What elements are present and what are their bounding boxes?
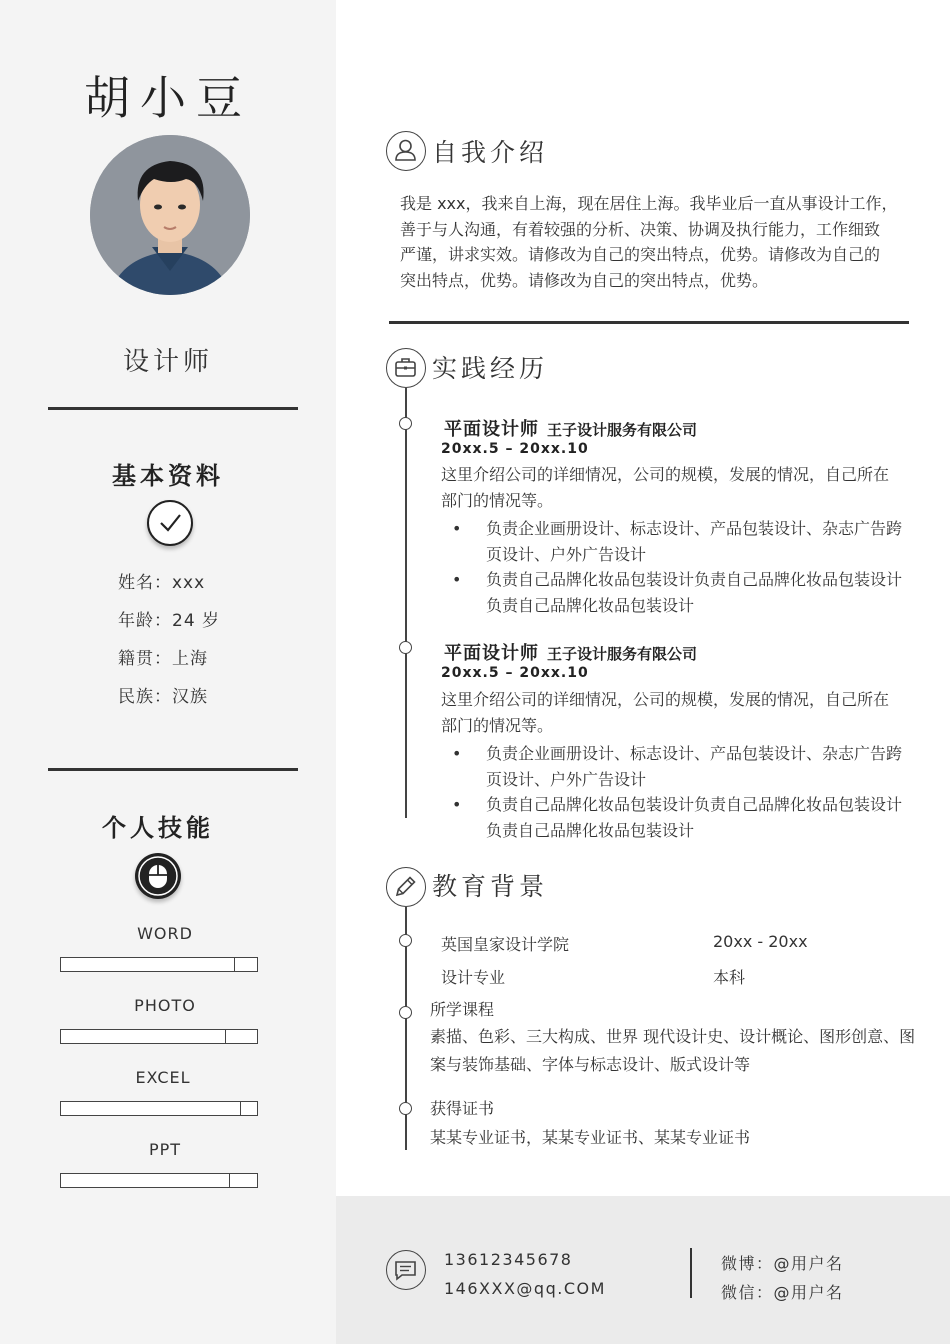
job-bullet-line: • 负责自己品牌化妆品包装设计负责自己品牌化妆品包装设计	[486, 795, 903, 814]
briefcase-icon	[386, 348, 426, 388]
job-bullet-line: • 负责企业画册设计、标志设计、产品包装设计、杂志广告跨	[486, 744, 903, 763]
job-bullet-line: • 负责自己品牌化妆品包装设计负责自己品牌化妆品包装设计	[486, 570, 903, 589]
job-description	[441, 687, 916, 738]
skills-heading: 个人技能	[102, 814, 214, 842]
section-divider	[389, 321, 909, 324]
experience-title: 实践经历	[432, 354, 549, 383]
pencil-icon	[386, 867, 426, 907]
info-age: 年龄：24 岁	[118, 611, 221, 631]
job-description	[441, 462, 916, 513]
about-line: 突出特点，优势。请修改为自己的突出特点，优势。	[400, 270, 769, 290]
footer-divider	[690, 1248, 692, 1298]
contact-phone: 13612345678	[444, 1250, 573, 1269]
education-title: 教育背景	[432, 872, 549, 901]
job-desc-line: 部门的情况等。	[441, 715, 554, 735]
basic-info-heading: 基本资料	[112, 462, 224, 490]
skill-bar-word	[60, 957, 258, 972]
courses-text	[430, 1023, 920, 1079]
skill-label-excel: EXCEL	[135, 1068, 191, 1087]
job-bullet	[486, 741, 910, 792]
courses-line: 素描、色彩、三大构成、世界 现代设计史、设计概论、图形创意、图	[430, 1027, 916, 1046]
skill-fill-ppt	[61, 1174, 230, 1187]
person-icon	[386, 131, 426, 171]
job-date: 20xx.5 – 20xx.10	[441, 665, 589, 681]
skill-fill-excel	[61, 1102, 241, 1115]
job-desc-line: 这里介绍公司的详细情况，公司的规模，发展的情况，自己所在	[441, 690, 890, 709]
profile-name: 胡小豆	[84, 71, 252, 125]
skill-fill-photo	[61, 1030, 226, 1043]
courses-label: 所学课程	[430, 1000, 495, 1019]
major: 设计专业	[441, 968, 506, 987]
about-text	[400, 191, 910, 293]
cert-text: 某某专业证书，某某专业证书、某某专业证书	[430, 1128, 751, 1147]
sidebar-divider	[48, 768, 298, 771]
job-bullet	[486, 567, 910, 618]
avatar	[90, 135, 250, 295]
job-bullet-line: 负责自己品牌化妆品包装设计	[486, 595, 695, 615]
job-position: 平面设计师	[444, 643, 539, 664]
timeline-dot	[399, 641, 412, 654]
job-title	[444, 639, 697, 665]
avatar-photo	[90, 135, 250, 295]
job-title	[444, 415, 697, 441]
about-line: 严谨，讲求实效。请修改为自己的突出特点，优势。请修改为自己的	[400, 245, 881, 264]
timeline-line	[405, 388, 407, 818]
job-bullet	[486, 516, 910, 567]
info-hometown: 籍贯：上海	[118, 649, 208, 669]
school-name: 英国皇家设计学院	[441, 935, 570, 954]
contact-wechat: 微信：@用户名	[721, 1283, 844, 1302]
info-name: 姓名：xxx	[118, 573, 206, 593]
message-icon	[386, 1250, 426, 1290]
cert-label: 获得证书	[430, 1099, 495, 1118]
about-line: 善于与人沟通，有着较强的分析、决策、协调及执行能力，工作细致	[400, 219, 881, 239]
info-ethnicity: 民族：汉族	[118, 687, 208, 707]
profile-role: 设计师	[122, 347, 213, 377]
sidebar	[0, 0, 336, 1344]
courses-line: 案与装饰基础、字体与标志设计、版式设计等	[430, 1055, 751, 1074]
job-bullet-line: 负责自己品牌化妆品包装设计	[486, 820, 695, 840]
school-period: 20xx - 20xx	[713, 932, 808, 951]
job-bullet-line: • 负责企业画册设计、标志设计、产品包装设计、杂志广告跨	[486, 519, 903, 538]
timeline-dot	[399, 1102, 412, 1115]
timeline-dot	[399, 1006, 412, 1019]
job-position: 平面设计师	[444, 419, 539, 440]
sidebar-divider	[48, 407, 298, 410]
mouse-icon	[135, 853, 181, 899]
job-desc-line: 这里介绍公司的详细情况，公司的规模，发展的情况，自己所在	[441, 465, 890, 484]
job-company: 王子设计服务有限公司	[547, 645, 698, 663]
degree: 本科	[713, 968, 746, 987]
skill-label-ppt: PPT	[148, 1140, 182, 1159]
skill-bar-excel	[60, 1101, 258, 1116]
contact-email: 146XXX@qq.COM	[444, 1279, 606, 1298]
job-bullet-line: 页设计、户外广告设计	[486, 544, 647, 564]
job-desc-line: 部门的情况等。	[441, 490, 554, 510]
check-icon	[147, 500, 193, 546]
job-date: 20xx.5 – 20xx.10	[441, 441, 589, 457]
timeline-dot	[399, 934, 412, 947]
job-bullet	[486, 792, 910, 843]
skill-label-photo: PHOTO	[134, 996, 196, 1015]
skill-bar-photo	[60, 1029, 258, 1044]
about-line: 我是 xxx，我来自上海，现在居住上海。我毕业后一直从事设计工作，	[400, 194, 898, 213]
skill-bar-ppt	[60, 1173, 258, 1188]
timeline-dot	[399, 417, 412, 430]
contact-footer	[336, 1196, 950, 1344]
job-bullet-line: 页设计、户外广告设计	[486, 769, 647, 789]
skill-fill-word	[61, 958, 235, 971]
about-title: 自我介绍	[432, 138, 549, 167]
skill-label-word: WORD	[137, 924, 193, 943]
job-company: 王子设计服务有限公司	[547, 421, 698, 439]
contact-weibo: 微博：@用户名	[721, 1254, 844, 1273]
